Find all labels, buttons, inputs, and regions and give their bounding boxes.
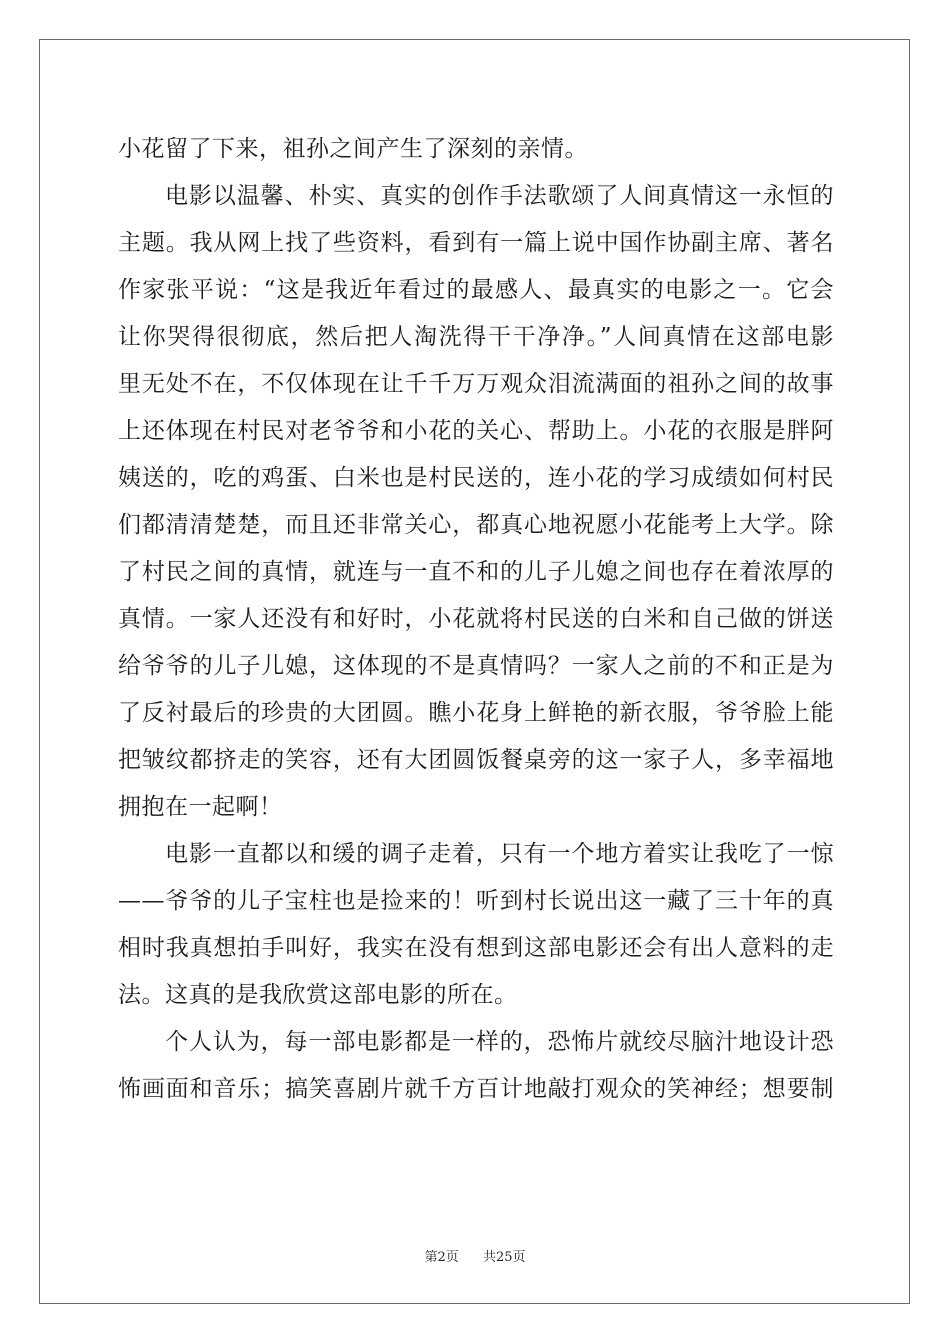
text-line: 怖画面和音乐；搞笑喜剧片就千方百计地敲打观众的笑神经；想要制 bbox=[118, 1076, 834, 1102]
text-line: 电影一直都以和缓的调子走着，只有一个地方着实让我吃了一惊 bbox=[165, 841, 834, 867]
text-line: 了村民之间的真情，就连与一直不和的儿子儿媳之间也存在着浓厚的 bbox=[118, 559, 834, 585]
text-line: 拥抱在一起啊！ bbox=[118, 794, 283, 820]
text-line: 主题。我从网上找了些资料，看到有一篇上说中国作协副主席、著名 bbox=[118, 230, 834, 256]
text-line: 电影以温馨、朴实、真实的创作手法歌颂了人间真情这一永恒的 bbox=[165, 183, 834, 209]
text-line: 们都清清楚楚，而且还非常关心，都真心地祝愿小花能考上大学。除 bbox=[118, 512, 834, 538]
text-line: ——爷爷的儿子宝柱也是捡来的！听到村长说出这一藏了三十年的真 bbox=[118, 888, 834, 914]
text-line: 相时我真想拍手叫好，我实在没有想到这部电影还会有出人意料的走 bbox=[118, 935, 834, 961]
text-line: 给爷爷的儿子儿媳，这体现的不是真情吗？一家人之前的不和正是为 bbox=[118, 653, 834, 679]
text-line: 作家张平说：“这是我近年看过的最感人、最真实的电影之一。它会 bbox=[118, 277, 834, 303]
text-line: 小花留了下来，祖孙之间产生了深刻的亲情。 bbox=[118, 136, 588, 162]
document-body bbox=[118, 126, 834, 1113]
text-line: 法。这真的是我欣赏这部电影的所在。 bbox=[118, 982, 518, 1008]
text-line: 里无处不在，不仅体现在让千千万万观众泪流满面的祖孙之间的故事 bbox=[118, 371, 834, 397]
text-line: 上还体现在村民对老爷爷和小花的关心、帮助上。小花的衣服是胖阿 bbox=[118, 418, 834, 444]
page-total: 共25页 bbox=[483, 1250, 526, 1265]
page-footer bbox=[0, 1246, 950, 1265]
text-line: 让你哭得很彻底，然后把人淘洗得干干净净。”人间真情在这部电影 bbox=[118, 324, 834, 350]
text-line: 姨送的，吃的鸡蛋、白米也是村民送的，连小花的学习成绩如何村民 bbox=[118, 465, 834, 491]
page-number: 第2页 bbox=[424, 1250, 459, 1265]
text-line: 了反衬最后的珍贵的大团圆。瞧小花身上鲜艳的新衣服，爷爷脸上能 bbox=[118, 700, 834, 726]
text-line: 个人认为，每一部电影都是一样的，恐怖片就绞尽脑汁地设计恐 bbox=[165, 1029, 834, 1055]
text-line: 把皱纹都挤走的笑容，还有大团圆饭餐桌旁的这一家子人，多幸福地 bbox=[118, 747, 834, 773]
text-line: 真情。一家人还没有和好时，小花就将村民送的白米和自己做的饼送 bbox=[118, 606, 834, 632]
